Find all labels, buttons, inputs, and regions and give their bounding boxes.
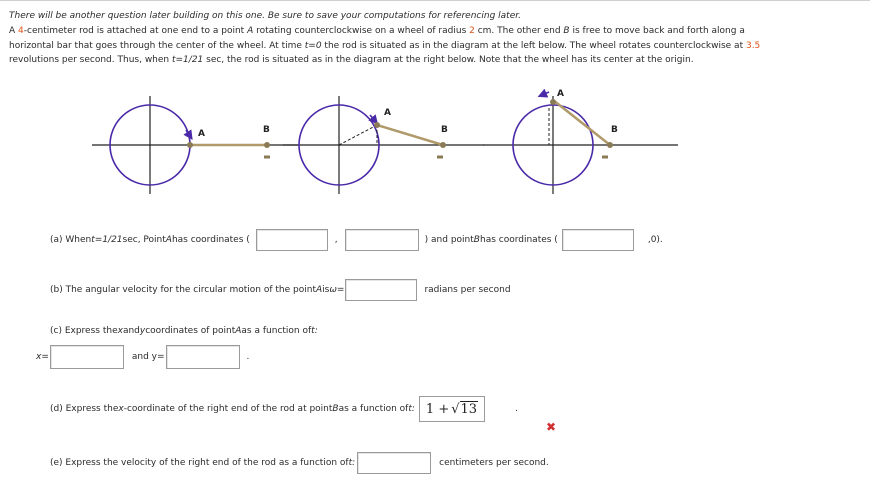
rod-x-answer-field[interactable]: 1 + √ 13 xyxy=(419,396,485,422)
sqrt-icon: √ xyxy=(451,401,460,417)
part-a: (a) When t=1/21 sec, Point A has coordinates ( , ) and point B has coordinates ( ,0). xyxy=(50,229,663,251)
part-c-inputs: x= and y= . xyxy=(36,345,249,369)
label-a-right: A xyxy=(557,89,564,99)
label-a-middle: A xyxy=(384,108,391,118)
label-a-left: A xyxy=(198,129,205,139)
wheel-diagrams xyxy=(0,86,870,206)
part-e: (e) Express the velocity of the right end of the rod as a function of t: centimeters per second. xyxy=(50,452,549,474)
diagram-middle xyxy=(283,96,484,194)
intro-line-1: There will be another question later building on this one. Be sure to save your computations for referencing later. xyxy=(9,11,521,21)
incorrect-icon: ✖ xyxy=(546,420,557,434)
rod-velocity-input[interactable] xyxy=(357,452,431,474)
intro-line-2: A 4-centimeter rod is attached at one end to a point A rotating counterclockwise on a wheel of radius 2 cm. The other end B is free to move back and forth along a xyxy=(9,25,745,36)
problem-statement xyxy=(9,9,859,68)
diagram-right xyxy=(483,89,678,194)
point-b-x-input[interactable] xyxy=(562,229,634,251)
intro-line-4: revolutions per second. Thus, when t=1/21 sec, the rod is situated as in the diagram at the right below. Note that the wheel has its center at the origin. xyxy=(9,55,694,66)
diagram-left xyxy=(92,96,298,194)
label-b-right: B xyxy=(611,125,618,135)
label-b-middle: B xyxy=(441,125,448,135)
angular-velocity-input[interactable] xyxy=(345,279,417,301)
point-a-x-input[interactable] xyxy=(256,229,328,251)
part-c-prompt: (c) Express the x and y coordinates of point A as a function of t: xyxy=(50,326,318,336)
intro-line-3: horizontal bar that goes through the center of the wheel. At time t=0 the rod is situated as in the diagram at the left below. The wheel rotates counterclockwise at 3.5 xyxy=(9,40,761,51)
x-function-input[interactable] xyxy=(50,345,124,369)
part-b: (b) The angular velocity for the circular motion of the point A is ω= radians per second xyxy=(50,279,511,301)
point-a-y-input[interactable] xyxy=(345,229,419,251)
top-divider xyxy=(0,0,870,1)
y-function-input[interactable] xyxy=(166,345,240,369)
part-d: (d) Express the x -coordinate of the right end of the rod at point B as a function of t: 1 + √ 13 . xyxy=(50,396,518,422)
label-b-left: B xyxy=(263,125,270,135)
